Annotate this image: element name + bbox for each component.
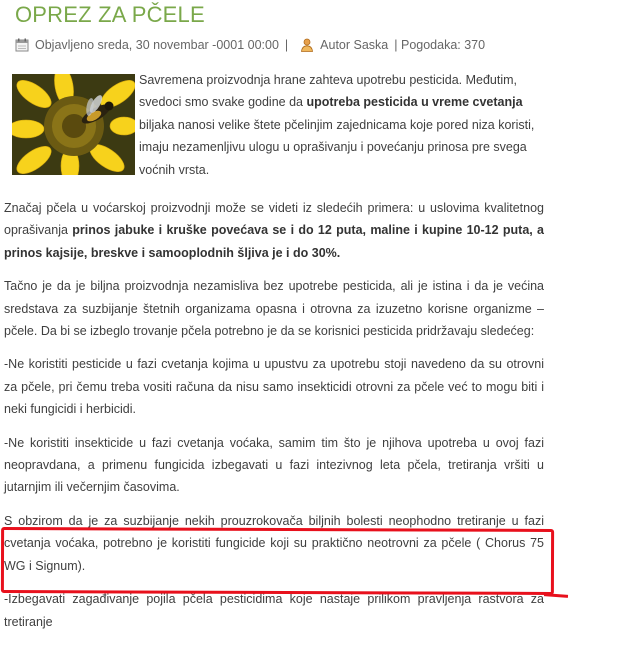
calendar-icon [15,38,29,52]
publish-date: Objavljeno sreda, 30 novembar -0001 00:00 [35,38,279,52]
meta-separator: | [284,38,289,52]
pollination-paragraph: Značaj pčela u voćarskoj proizvodnji može se videti iz sledećih primera: u uslovima kvalitetnog oprašivanja prinos jabuke i kruške povećava se i do 12 puta, maline i kupine 10-12 puta, a prinos kajsije, breskve i samooplodnih šljiva je i do 30%. [4,201,545,260]
highlight-annotation-box [1,527,554,595]
person-icon [300,38,314,52]
highlight-annotation-stroke [544,593,568,598]
guideline-item: -Izbegavati zagađivanje pojila pčela pesticidima koje nastaje prilikom pravljenja rastvora za tretiranje [4,592,544,629]
intro-text: Savremena proizvodnja hrane zahteva upotrebu pesticida. Međutim, svedoci smo svake godine da upotreba pesticida u vreme cvetanja biljaka nanosi velike štete pčelinjim zajednicama koje pored niza koristi, imaju nezamenljivu ulogu u oprašivanju i povećanju prinosa pre svega voćnih vrsta. [139,73,535,177]
article-title[interactable]: OPREZ ZA PČELE [15,2,205,27]
author-name: Autor Saska [320,38,389,52]
bee-on-sunflower-image [12,74,135,175]
intro-paragraph [4,70,544,186]
pesticide-paragraph: Tačno je da je biljna proizvodnja nezamisliva bez upotrebe pesticida, ali je istina i da je većina sredstava za suzbijanje štetnih organizama opasna i otrovna za izuzetno korisne organizme – pčele. Da bi se izbeglo trovanje pčela potrebno je da se korisnici pesticida pridržavaju sledećeg: [4,279,544,339]
guideline-item: -Ne koristiti insekticide u fazi cvetanja voćaka, samim tim što je njihova upotreba u ovoj fazi neopravdana, a primenu fungicida izbegavati u fazi intezivnog leta pčela, tretiranja vršiti u jutarnjim ili večernjim časovima. [4,435,544,495]
guideline-item: -Ne koristiti pesticide u fazi cvetanja kojima u upustvu za upotrebu stoji navedeno da su otrovni za pčele, pri čemu treba vositi računa da nisu samo insekticidi otrovni za pčele već to mogu biti i neki fungicidi i herbicidi. [4,357,544,417]
hit-count: | Pogodaka: 370 [394,38,486,52]
guideline-item-highlighted: S obzirom da je za suzbijanje nekih prouzrokovača biljnih bolesti neophodno tretiranje u fazi cvetanja voćaka, potrebno je koristiti fungicide koji su praktično neotrovni za pčele ( Chorus 75 WG i Signum). [4,513,544,573]
article-meta [15,37,485,53]
